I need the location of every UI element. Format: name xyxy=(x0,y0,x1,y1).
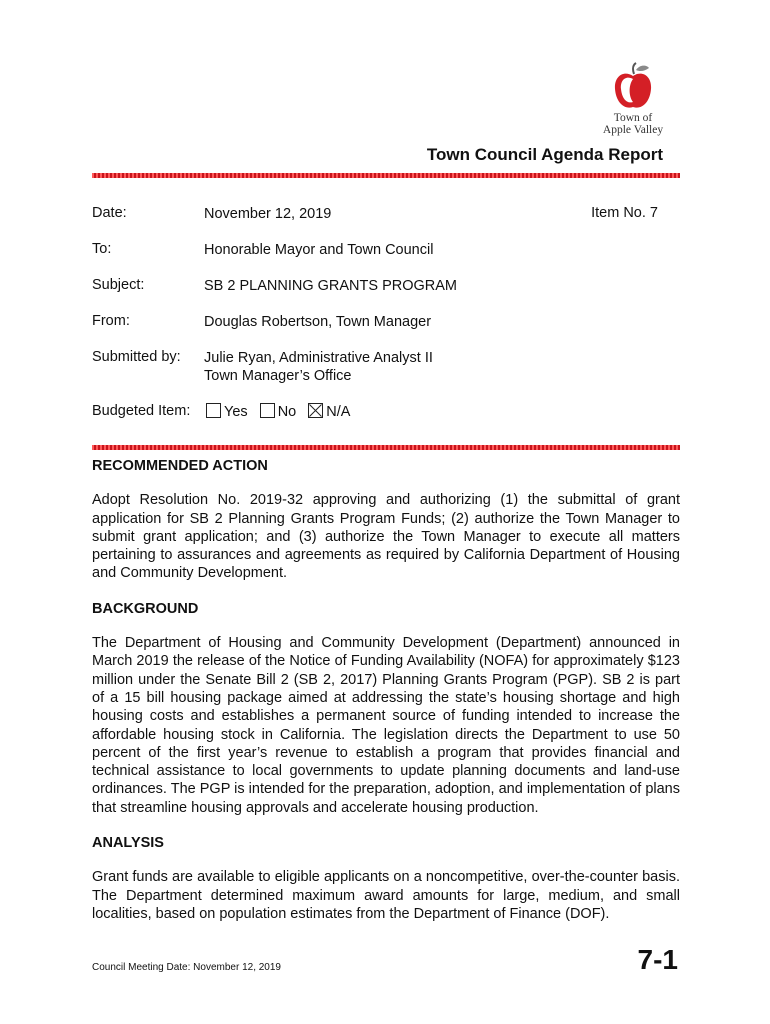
from-label: From: xyxy=(92,313,130,329)
report-body xyxy=(92,457,680,940)
report-meta xyxy=(92,205,680,439)
analysis-heading: ANALYSIS xyxy=(92,835,164,852)
budgeted-label: Budgeted Item: xyxy=(92,403,191,419)
section-divider xyxy=(92,445,680,450)
analysis-text: Grant funds are available to eligible applicants on a noncompetitive, over-the-counter basis. The Department determined maximum award amounts for large, medium, and small localities, based on population estimates from the Department of Finance (DOF). xyxy=(92,869,680,922)
to-row xyxy=(92,241,680,277)
option-no-label: No xyxy=(277,404,297,420)
option-na-label: N/A xyxy=(326,404,351,420)
to-label: To: xyxy=(92,241,112,257)
from-row xyxy=(92,313,680,349)
checkbox-no[interactable] xyxy=(260,403,275,418)
town-logo xyxy=(598,62,668,136)
logo-line-2: Apple Valley xyxy=(602,124,664,136)
logo-line-1: Town of xyxy=(613,112,653,124)
submitted-office: Town Manager’s Office xyxy=(204,368,352,384)
budgeted-row xyxy=(92,403,680,439)
date-label: Date: xyxy=(92,205,127,221)
page-number: 7-1 xyxy=(637,944,678,975)
submitted-name: Julie Ryan, Administrative Analyst II xyxy=(204,350,433,366)
date-row xyxy=(92,205,680,241)
submitted-row xyxy=(92,349,680,403)
item-number: Item No. 7 xyxy=(591,205,658,221)
header-divider xyxy=(92,173,680,178)
to-value: Honorable Mayor and Town Council xyxy=(204,242,434,258)
subject-row xyxy=(92,277,680,313)
date-value: November 12, 2019 xyxy=(204,206,332,222)
submitted-label: Submitted by: xyxy=(92,349,181,365)
budgeted-options xyxy=(204,403,356,421)
from-value: Douglas Robertson, Town Manager xyxy=(204,314,432,330)
recommended-heading: RECOMMENDED ACTION xyxy=(92,458,268,474)
subject-label: Subject: xyxy=(92,277,145,293)
checkbox-na[interactable] xyxy=(308,403,323,418)
background-heading: BACKGROUND xyxy=(92,600,199,617)
submitted-value xyxy=(204,349,433,385)
option-yes-label: Yes xyxy=(224,404,248,420)
recommended-text: Adopt Resolution No. 2019-32 approving and authorizing (1) the submittal of grant application for SB 2 Planning Grants Program Funds; (2) authorize the Town Manager to submit grant application; and (3) authorize the Town Manager to execute all matters pertaining to assurances and agreements as required by California Department of Housing and Community Development. xyxy=(92,492,680,582)
footer-meeting-date: Council Meeting Date: November 12, 2019 xyxy=(92,962,281,973)
checkbox-yes[interactable] xyxy=(206,403,221,418)
subject-value: SB 2 PLANNING GRANTS PROGRAM xyxy=(204,278,457,294)
page-title: Town Council Agenda Report xyxy=(426,145,663,164)
apple-icon xyxy=(612,62,654,112)
background-text: The Department of Housing and Community Development (Department) announced in March 2019 the release of the Notice of Funding Availability (NOFA) for approximately $123 million under the Senate Bill 2 (SB 2, 2017) Planning Grants Program (PGP). SB 2 is part of a 15 bill housing package aimed at addressing the state’s housing shortage and high housing costs and establishes a permanent source of funding intended to increase the affordable housing stock in California. The legislation directs the Department to use 50 percent of the first year’s revenue to establish a program that provides financial and technical assistance to local governments to update planning documents and land-use ordinances. The PGP is intended for the preparation, adoption, and implementation of plans that streamline housing approvals and accelerate housing production. xyxy=(92,635,680,816)
